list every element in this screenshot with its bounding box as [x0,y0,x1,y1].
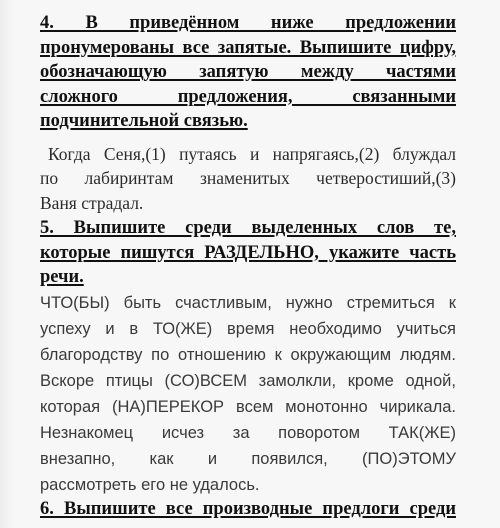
task-4-heading-line: подчинительной связью. [40,111,248,131]
task-4-sentence-line: по лабиринтам знаменитых четверостиший,(3) [40,168,456,188]
task-5-heading-line: речи. [40,267,84,287]
task-5-text-line: благородству по отношению к окружающим людям. [40,346,456,364]
task-5-text-line: рассмотреть его не удалось. [40,476,260,494]
task-4-heading-line: 4. В приведённом ниже предложении [40,13,456,33]
task-6-heading [40,497,456,522]
task-5-text-line: Вскоре птицы (СО)ВСЕМ замолкли, кроме одной, [40,372,456,390]
task-4-heading [40,11,456,134]
task-5-text-line: успеху и в ТО(ЖЕ) время необходимо учиться [40,320,456,338]
task-4-sentence-line: Когда Сеня,(1) путаясь и напрягаясь,(2) блуждал [48,144,456,164]
task-5-text-line: Незнакомец исчез за поворотом ТАК(ЖЕ) [40,424,456,442]
task-5-heading [40,216,456,290]
task-5-text-line: которая (НА)ПЕРЕКОР всем монотонно чирикала. [40,398,456,416]
task-6-heading-line: 6. Выпишите все производные предлоги среди [40,499,456,519]
task-5-heading-line: 5. Выпишите среди выделенных слов те, [40,218,456,238]
page-edge-shadow [0,0,14,528]
task-5-heading-line: которые пишутся РАЗДЕЛЬНО, укажите часть [40,242,456,263]
task-5-text-line: внезапно, как и появился, (ПО)ЭТОМУ [40,450,456,468]
task-4-heading-line: обозначающую запятую между частями [40,62,456,82]
task-4-heading-line: сложного предложения, связанными [40,86,456,107]
task-5-text-line: ЧТО(БЫ) быть счастливым, нужно стремиться к [40,294,456,312]
task-4-sentence-line: Ваня страдал. [40,193,144,213]
task-4-heading-line: пронумерованы все запятые. Выпишите цифру, [40,37,456,58]
